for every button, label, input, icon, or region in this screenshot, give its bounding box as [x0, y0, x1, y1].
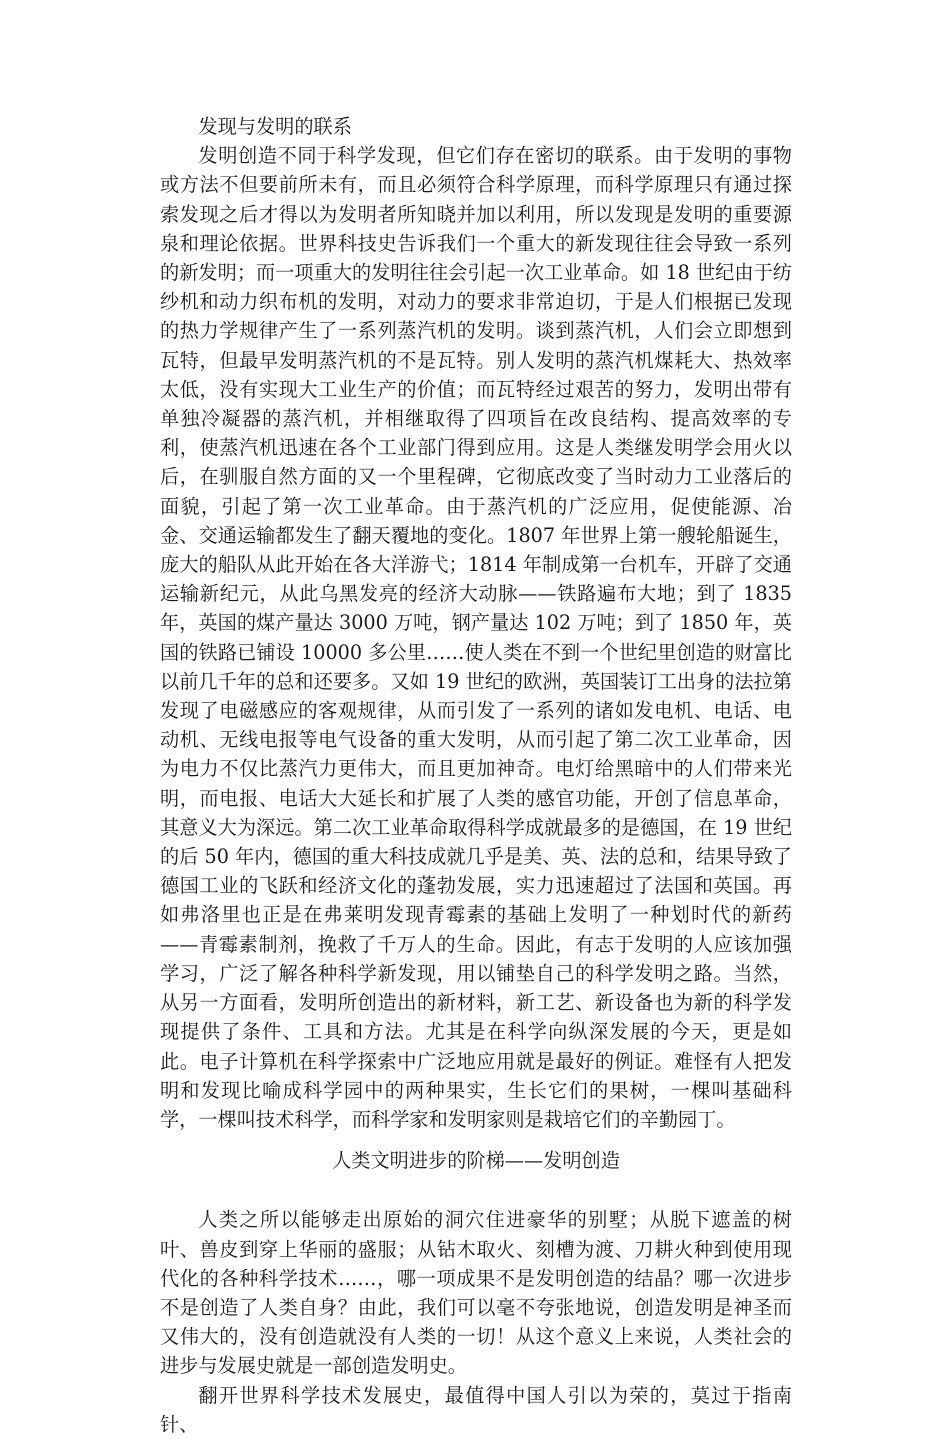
body-paragraph: 翻开世界科学技术发展史，最值得中国人引以为荣的，莫过于指南针、 [160, 1383, 792, 1436]
document-page [160, 112, 792, 1439]
section-title: 人类文明进步的阶梯——发明创造 [332, 1149, 620, 1173]
body-paragraph: 发明创造不同于科学发现，但它们存在密切的联系。由于发明的事物或方法不但要前所未有，而且必须符合科学原理，而科学原理只有通过探索发现之后才得以为发明者所知晓并加以利用，所以发现是发明的重要源泉和理论依据。世界科技史告诉我们一个重大的新发现往往会导致一系列的新发明；而一项重大的发明往往会引起一次工业革命。如 18 世纪由于纺纱机和动力织布机的发明，对动力的要求非常迫切，于是人们根据已发现的热力学规律产生了一系列蒸汽机的发明。谈到蒸汽机，人们会立即想到瓦特，但最早发明蒸汽机的不是瓦特。别人发明的蒸汽机煤耗大、热效率太低，没有实现大工业生产的价值；而瓦特经过艰苦的努力，发明出带有单独冷凝器的蒸汽机，并相继取得了四项旨在改良结构、提高效率的专利，使蒸汽机迅速在各个工业部门得到应用。这是人类继发明学会用火以后，在驯服自然方面的又一个里程碑，它彻底改变了当时动力工业落后的面貌，引起了第一次工业革命。由于蒸汽机的广泛应用，促使能源、冶金、交通运输都发生了翻天覆地的变化。1807 年世界上第一艘轮船诞生，庞大的船队从此开始在各大洋游弋；1814 年制成第一台机车，开辟了交通运输新纪元，从此乌黑发亮的经济大动脉——铁路遍布大地；到了 1835 年，英国的煤产量达 3000 万吨，钢产量达 102 万吨；到了 1850 年，英国的铁路已铺设 10000 多公里……使人类在不到一个世纪里创造的财富比以前几千年的总和还要多。又如 19 世纪的欧洲，英国装订工出身的法拉第发现了电磁感应的客观规律，从而引发了一系列的诸如发电机、电话、电动机、无线电报等电气设备的重大发明，从而引起了第二次工业革命，因为电力不仅比蒸汽力更伟大，而且更加神奇。电灯给黑暗中的人们带来光明，而电报、电话大大延长和扩展了人类的感官功能，开创了信息革命，其意义大为深远。第二次工业革命取得科学成就最多的是德国，在 19 世纪的后 50 年内，德国的重大科技成就几乎是美、英、法的总和，结果导致了德国工业的飞跃和经济文化的蓬勃发展，实力迅速超过了法国和英国。再如弗洛里也正是在弗莱明发现青霉素的基础上发明了一种划时代的新药——青霉素制剂，挽救了千万人的生命。因此，有志于发明的人应该加强学习，广泛了解各种科学新发现，用以铺垫自己的科学发明之路。当然，从另一方面看，发明所创造出的新材料，新工艺、新设备也为新的科学发现提供了条件、工具和方法。尤其是在科学向纵深发展的今天，更是如此。电子计算机在科学探索中广泛地应用就是最好的例证。难怪有人把发明和发现比喻成科学园中的两种果实，生长它们的果树，一棵叫基础科学，一棵叫技术科学，而科学家和发明家则是栽培它们的辛勤园丁。 [160, 144, 792, 1131]
section-heading: 发现与发明的联系 [198, 115, 352, 138]
section-spacer [160, 1175, 792, 1205]
body-paragraph: 人类之所以能够走出原始的洞穴住进豪华的别墅；从脱下遮盖的树叶、兽皮到穿上华丽的盛服；从钻木取火、刻槽为渡、刀耕火种到使用现代化的各种科学技术……，哪一项成果不是发明创造的结晶？哪一次进步不是创造了人类自身？由此，我们可以毫不夸张地说，创造发明是神圣而又伟大的，没有创造就没有人类的一切！从这个意义上来说，人类社会的进步与发展史就是一部创造发明史。 [160, 1208, 792, 1378]
